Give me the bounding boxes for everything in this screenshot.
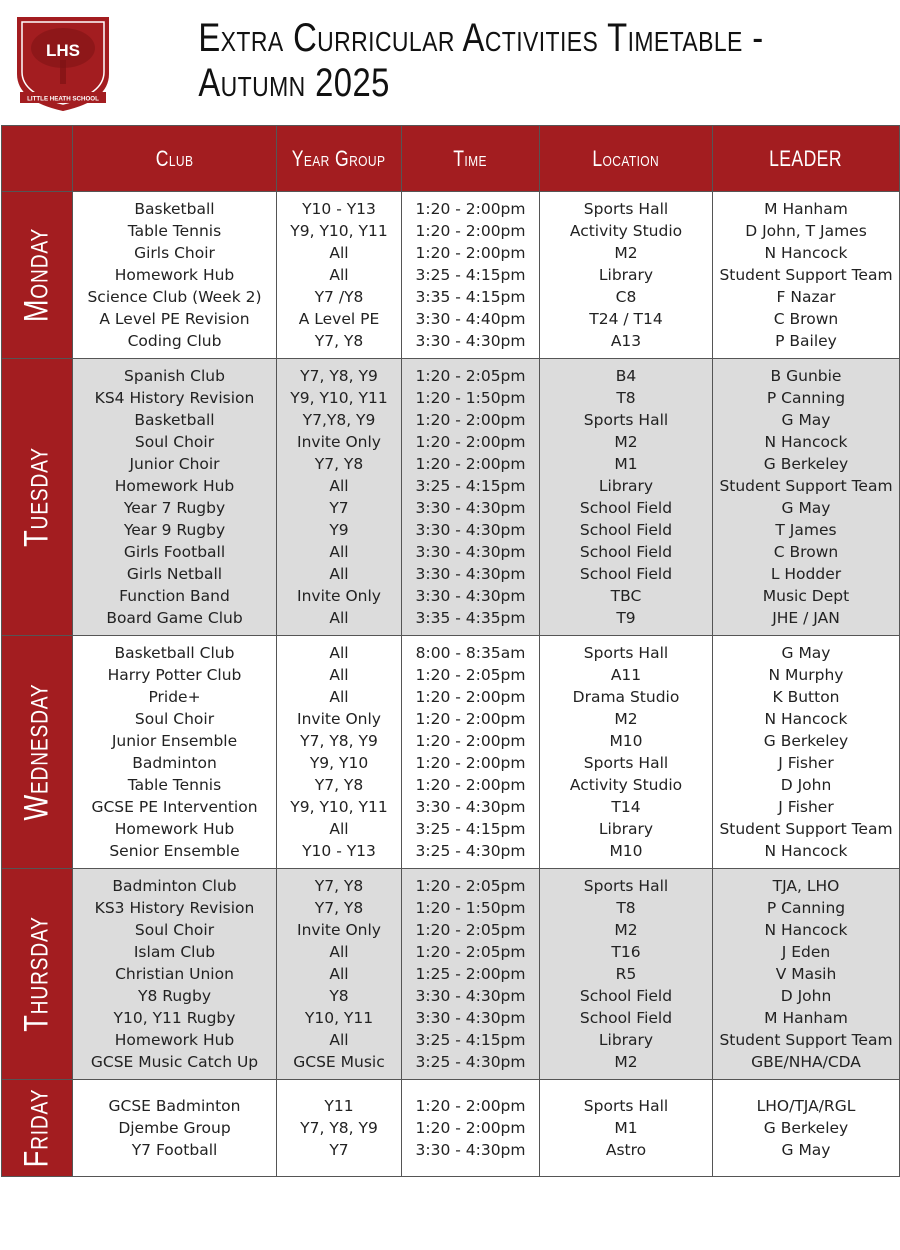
day-row-friday: [2, 1080, 900, 1177]
club-entry: Djembe Group: [118, 1119, 231, 1137]
leader-entry: J Fisher: [778, 754, 834, 772]
location-column-cell: [540, 359, 713, 636]
year-group-entry: All: [329, 666, 349, 684]
day-label-cell: [2, 359, 73, 636]
location-entry: Drama Studio: [572, 688, 680, 706]
location-entry: School Field: [579, 499, 673, 517]
leader-entry: Student Support Team: [719, 266, 893, 284]
header-corner: [2, 126, 73, 192]
school-logo: [12, 12, 114, 112]
club-entry: Y10, Y11 Rugby: [113, 1009, 236, 1027]
location-entry: Activity Studio: [569, 222, 683, 240]
time-entry: 1:20 - 1:50pm: [415, 899, 526, 917]
location-entry: A13: [610, 332, 642, 350]
logo-initials: LHS: [46, 41, 80, 60]
year-group-entry: All: [329, 266, 349, 284]
time-entry: 1:25 - 2:00pm: [415, 965, 526, 983]
time-entry: 3:30 - 4:30pm: [415, 798, 526, 816]
day-label: Friday: [17, 1088, 56, 1168]
club-entry: Spanish Club: [124, 367, 225, 385]
leader-entry: M Hanham: [764, 200, 848, 218]
time-entry: 1:20 - 2:00pm: [415, 688, 526, 706]
year-group-column-cell: [277, 636, 402, 869]
leader-entry: G May: [781, 644, 831, 662]
club-entry: Badminton Club: [112, 877, 237, 895]
year-group-entry: Y10 - Y13: [302, 842, 376, 860]
club-entry: Basketball Club: [114, 644, 235, 662]
location-column-cell: [540, 636, 713, 869]
club-entry: Homework Hub: [114, 1031, 235, 1049]
time-column-cell: [402, 192, 540, 359]
year-group-entry: All: [329, 244, 349, 262]
leader-entry: G May: [781, 1141, 831, 1159]
year-group-entry: Invite Only: [297, 433, 381, 451]
day-label: Thursday: [17, 916, 56, 1032]
year-group-entry: Y7, Y8: [314, 899, 364, 917]
leader-entry: G May: [781, 411, 831, 429]
header-leader: LEADER: [713, 126, 900, 192]
day-row-wednesday: [2, 636, 900, 869]
club-entry: Function Band: [119, 587, 230, 605]
club-entry: Year 9 Rugby: [123, 521, 226, 539]
location-entry: M2: [614, 710, 638, 728]
location-entry: School Field: [579, 987, 673, 1005]
year-group-entry: Invite Only: [297, 587, 381, 605]
year-group-entry: Y9, Y10: [309, 754, 369, 772]
header-row: [2, 126, 900, 192]
year-group-entry: Y9, Y10, Y11: [290, 389, 388, 407]
club-entry: Soul Choir: [134, 921, 215, 939]
location-entry: M1: [614, 455, 638, 473]
club-entry: Soul Choir: [134, 433, 215, 451]
club-entry: Table Tennis: [127, 776, 222, 794]
day-label: Wednesday: [17, 683, 56, 821]
leader-entry: JHE / JAN: [772, 609, 840, 627]
time-entry: 1:20 - 2:00pm: [415, 754, 526, 772]
leader-entry: C Brown: [773, 310, 839, 328]
time-entry: 3:25 - 4:30pm: [415, 842, 526, 860]
year-group-entry: Y8: [329, 987, 349, 1005]
time-column-cell: [402, 359, 540, 636]
location-entry: T8: [616, 389, 636, 407]
year-group-entry: Y7, Y8: [314, 877, 364, 895]
time-column-cell: [402, 636, 540, 869]
day-row-monday: [2, 192, 900, 359]
club-entry: Y7 Football: [131, 1141, 218, 1159]
time-entry: 1:20 - 2:00pm: [415, 1119, 526, 1137]
location-entry: School Field: [579, 565, 673, 583]
year-group-entry: GCSE Music: [293, 1053, 385, 1071]
timetable: [1, 125, 900, 1177]
year-group-entry: Invite Only: [297, 921, 381, 939]
year-group-entry: Y7 /Y8: [314, 288, 364, 306]
location-entry: R5: [615, 965, 637, 983]
time-entry: 8:00 - 8:35am: [415, 644, 526, 662]
location-entry: Astro: [605, 1141, 647, 1159]
time-entry: 1:20 - 2:05pm: [415, 666, 526, 684]
location-entry: T9: [616, 609, 636, 627]
leader-entry: Student Support Team: [719, 477, 893, 495]
location-entry: A11: [610, 666, 642, 684]
time-entry: 1:20 - 2:00pm: [415, 776, 526, 794]
club-entry: Basketball: [134, 200, 215, 218]
year-group-entry: Y7: [329, 1141, 349, 1159]
day-label-cell: [2, 1080, 73, 1177]
location-entry: M2: [614, 921, 638, 939]
location-entry: M10: [609, 732, 643, 750]
leader-entry: C Brown: [773, 543, 839, 561]
year-group-entry: Y9, Y10, Y11: [290, 798, 388, 816]
location-entry: Sports Hall: [583, 754, 669, 772]
time-entry: 3:30 - 4:40pm: [415, 310, 526, 328]
location-entry: Library: [598, 477, 654, 495]
header-location: Location: [540, 126, 713, 192]
club-column-cell: [73, 869, 277, 1080]
club-entry: GCSE Badminton: [108, 1097, 241, 1115]
location-entry: School Field: [579, 1009, 673, 1027]
location-entry: School Field: [579, 521, 673, 539]
leader-column-cell: [713, 192, 900, 359]
location-entry: T24 / T14: [589, 310, 663, 328]
leader-entry: TJA, LHO: [772, 877, 840, 895]
location-column-cell: [540, 869, 713, 1080]
time-entry: 1:20 - 2:00pm: [415, 1097, 526, 1115]
leader-entry: Student Support Team: [719, 820, 893, 838]
leader-entry: N Hancock: [764, 921, 848, 939]
time-entry: 1:20 - 2:00pm: [415, 455, 526, 473]
club-entry: Y8 Rugby: [137, 987, 211, 1005]
location-entry: Activity Studio: [569, 776, 683, 794]
time-entry: 3:30 - 4:30pm: [415, 543, 526, 561]
location-entry: M10: [609, 842, 643, 860]
year-group-entry: Y7, Y8, Y9: [300, 1119, 378, 1137]
leader-entry: B Gunbie: [770, 367, 842, 385]
club-entry: Homework Hub: [114, 820, 235, 838]
leader-column-cell: [713, 359, 900, 636]
club-column-cell: [73, 359, 277, 636]
club-column-cell: [73, 1080, 277, 1177]
club-entry: GCSE PE Intervention: [91, 798, 258, 816]
leader-entry: D John: [780, 776, 832, 794]
club-entry: Girls Football: [123, 543, 226, 561]
year-group-entry: Y11: [324, 1097, 354, 1115]
day-label: Monday: [17, 227, 56, 323]
location-entry: Sports Hall: [583, 1097, 669, 1115]
year-group-entry: All: [329, 965, 349, 983]
location-entry: T8: [616, 899, 636, 917]
leader-entry: N Hancock: [764, 433, 848, 451]
time-entry: 1:20 - 2:00pm: [415, 732, 526, 750]
leader-entry: LHO/TJA/RGL: [756, 1097, 856, 1115]
club-entry: Basketball: [134, 411, 215, 429]
location-entry: Sports Hall: [583, 644, 669, 662]
club-entry: Homework Hub: [114, 266, 235, 284]
time-entry: 1:20 - 2:05pm: [415, 943, 526, 961]
club-column-cell: [73, 636, 277, 869]
location-entry: Library: [598, 1031, 654, 1049]
club-entry: Junior Choir: [129, 455, 220, 473]
page-title: Extra Curricular Activities Timetable - Autumn 2025: [198, 16, 764, 105]
club-entry: Science Club (Week 2): [87, 288, 262, 306]
leader-entry: N Murphy: [768, 666, 844, 684]
time-entry: 3:30 - 4:30pm: [415, 521, 526, 539]
leader-entry: N Hancock: [764, 842, 848, 860]
location-entry: Library: [598, 820, 654, 838]
location-column-cell: [540, 1080, 713, 1177]
year-group-column-cell: [277, 359, 402, 636]
time-entry: 3:30 - 4:30pm: [415, 987, 526, 1005]
time-entry: 3:25 - 4:15pm: [415, 266, 526, 284]
leader-entry: G Berkeley: [763, 1119, 849, 1137]
location-entry: Library: [598, 266, 654, 284]
club-entry: Soul Choir: [134, 710, 215, 728]
day-label-cell: [2, 636, 73, 869]
year-group-column-cell: [277, 1080, 402, 1177]
time-entry: 1:20 - 1:50pm: [415, 389, 526, 407]
club-entry: Senior Ensemble: [109, 842, 240, 860]
header-time: Time: [402, 126, 540, 192]
time-entry: 3:30 - 4:30pm: [415, 499, 526, 517]
club-entry: Board Game Club: [106, 609, 243, 627]
year-group-entry: Y10, Y11: [304, 1009, 374, 1027]
time-column-cell: [402, 1080, 540, 1177]
leader-entry: K Button: [772, 688, 840, 706]
year-group-entry: All: [329, 943, 349, 961]
header-club: Club: [73, 126, 277, 192]
time-entry: 3:30 - 4:30pm: [415, 1141, 526, 1159]
leader-entry: N Hancock: [764, 710, 848, 728]
year-group-entry: Y7,Y8, Y9: [302, 411, 376, 429]
location-column-cell: [540, 192, 713, 359]
day-label-cell: [2, 869, 73, 1080]
club-entry: Christian Union: [115, 965, 234, 983]
time-entry: 3:30 - 4:30pm: [415, 332, 526, 350]
club-entry: Junior Ensemble: [111, 732, 238, 750]
club-entry: Year 7 Rugby: [123, 499, 226, 517]
year-group-entry: A Level PE: [298, 310, 380, 328]
year-group-entry: Invite Only: [297, 710, 381, 728]
leader-entry: J Fisher: [778, 798, 834, 816]
leader-entry: T James: [775, 521, 837, 539]
year-group-entry: Y9, Y10, Y11: [290, 222, 388, 240]
leader-entry: P Canning: [766, 899, 846, 917]
location-entry: Sports Hall: [583, 411, 669, 429]
time-entry: 1:20 - 2:00pm: [415, 710, 526, 728]
club-entry: KS4 History Revision: [94, 389, 255, 407]
location-entry: M1: [614, 1119, 638, 1137]
leader-column-cell: [713, 636, 900, 869]
club-entry: Table Tennis: [127, 222, 222, 240]
location-entry: School Field: [579, 543, 673, 561]
time-entry: 3:35 - 4:35pm: [415, 609, 526, 627]
location-entry: M2: [614, 433, 638, 451]
leader-entry: D John, T James: [745, 222, 867, 240]
year-group-column-cell: [277, 869, 402, 1080]
club-entry: A Level PE Revision: [99, 310, 250, 328]
location-entry: B4: [615, 367, 637, 385]
time-column-cell: [402, 869, 540, 1080]
leader-entry: P Bailey: [775, 332, 837, 350]
logo-school-name: LITTLE HEATH SCHOOL: [27, 95, 99, 103]
day-label: Tuesday: [17, 447, 56, 547]
leader-entry: GBE/NHA/CDA: [751, 1053, 861, 1071]
leader-entry: Music Dept: [762, 587, 850, 605]
year-group-entry: Y7, Y8, Y9: [300, 367, 378, 385]
club-entry: KS3 History Revision: [94, 899, 255, 917]
leader-entry: Student Support Team: [719, 1031, 893, 1049]
location-entry: T14: [611, 798, 641, 816]
leader-entry: G Berkeley: [763, 732, 849, 750]
year-group-entry: All: [329, 477, 349, 495]
leader-column-cell: [713, 1080, 900, 1177]
header-year-group: Year Group: [277, 126, 402, 192]
time-entry: 3:25 - 4:15pm: [415, 1031, 526, 1049]
club-entry: Badminton: [132, 754, 217, 772]
time-entry: 3:30 - 4:30pm: [415, 1009, 526, 1027]
year-group-entry: All: [329, 820, 349, 838]
day-label-cell: [2, 192, 73, 359]
time-entry: 1:20 - 2:05pm: [415, 367, 526, 385]
leader-entry: D John: [780, 987, 832, 1005]
time-entry: 1:20 - 2:05pm: [415, 877, 526, 895]
year-group-entry: All: [329, 609, 349, 627]
location-entry: T16: [611, 943, 641, 961]
year-group-entry: Y10 - Y13: [302, 200, 376, 218]
time-entry: 3:35 - 4:15pm: [415, 288, 526, 306]
year-group-entry: Y7: [329, 499, 349, 517]
year-group-column-cell: [277, 192, 402, 359]
location-entry: Sports Hall: [583, 200, 669, 218]
location-entry: C8: [615, 288, 637, 306]
club-entry: Pride+: [148, 688, 201, 706]
leader-entry: F Nazar: [776, 288, 836, 306]
time-entry: 3:25 - 4:15pm: [415, 477, 526, 495]
club-entry: Coding Club: [127, 332, 222, 350]
club-entry: Girls Choir: [134, 244, 215, 262]
time-entry: 1:20 - 2:00pm: [415, 222, 526, 240]
time-entry: 1:20 - 2:00pm: [415, 244, 526, 262]
year-group-entry: Y7, Y8, Y9: [300, 732, 378, 750]
club-entry: Homework Hub: [114, 477, 235, 495]
club-entry: Islam Club: [133, 943, 216, 961]
time-entry: 3:30 - 4:30pm: [415, 565, 526, 583]
year-group-entry: Y7, Y8: [314, 776, 364, 794]
day-row-tuesday: [2, 359, 900, 636]
time-entry: 1:20 - 2:00pm: [415, 200, 526, 218]
location-entry: Sports Hall: [583, 877, 669, 895]
leader-entry: P Canning: [766, 389, 846, 407]
year-group-entry: All: [329, 565, 349, 583]
time-entry: 1:20 - 2:00pm: [415, 411, 526, 429]
time-entry: 3:25 - 4:15pm: [415, 820, 526, 838]
leader-column-cell: [713, 869, 900, 1080]
year-group-entry: Y9: [329, 521, 349, 539]
year-group-entry: All: [329, 644, 349, 662]
year-group-entry: All: [329, 543, 349, 561]
leader-entry: G May: [781, 499, 831, 517]
time-entry: 1:20 - 2:05pm: [415, 921, 526, 939]
location-entry: M2: [614, 244, 638, 262]
leader-entry: G Berkeley: [763, 455, 849, 473]
day-row-thursday: [2, 869, 900, 1080]
location-entry: TBC: [610, 587, 642, 605]
leader-entry: L Hodder: [770, 565, 842, 583]
year-group-entry: Y7, Y8: [314, 455, 364, 473]
leader-entry: J Eden: [781, 943, 831, 961]
year-group-entry: Y7, Y8: [314, 332, 364, 350]
year-group-entry: All: [329, 1031, 349, 1049]
club-entry: Harry Potter Club: [107, 666, 242, 684]
leader-entry: N Hancock: [764, 244, 848, 262]
club-entry: GCSE Music Catch Up: [90, 1053, 259, 1071]
leader-entry: V Masih: [775, 965, 837, 983]
time-entry: 3:30 - 4:30pm: [415, 587, 526, 605]
location-entry: M2: [614, 1053, 638, 1071]
leader-entry: M Hanham: [764, 1009, 848, 1027]
time-entry: 3:25 - 4:30pm: [415, 1053, 526, 1071]
year-group-entry: All: [329, 688, 349, 706]
time-entry: 1:20 - 2:00pm: [415, 433, 526, 451]
club-entry: Girls Netball: [126, 565, 223, 583]
club-column-cell: [73, 192, 277, 359]
